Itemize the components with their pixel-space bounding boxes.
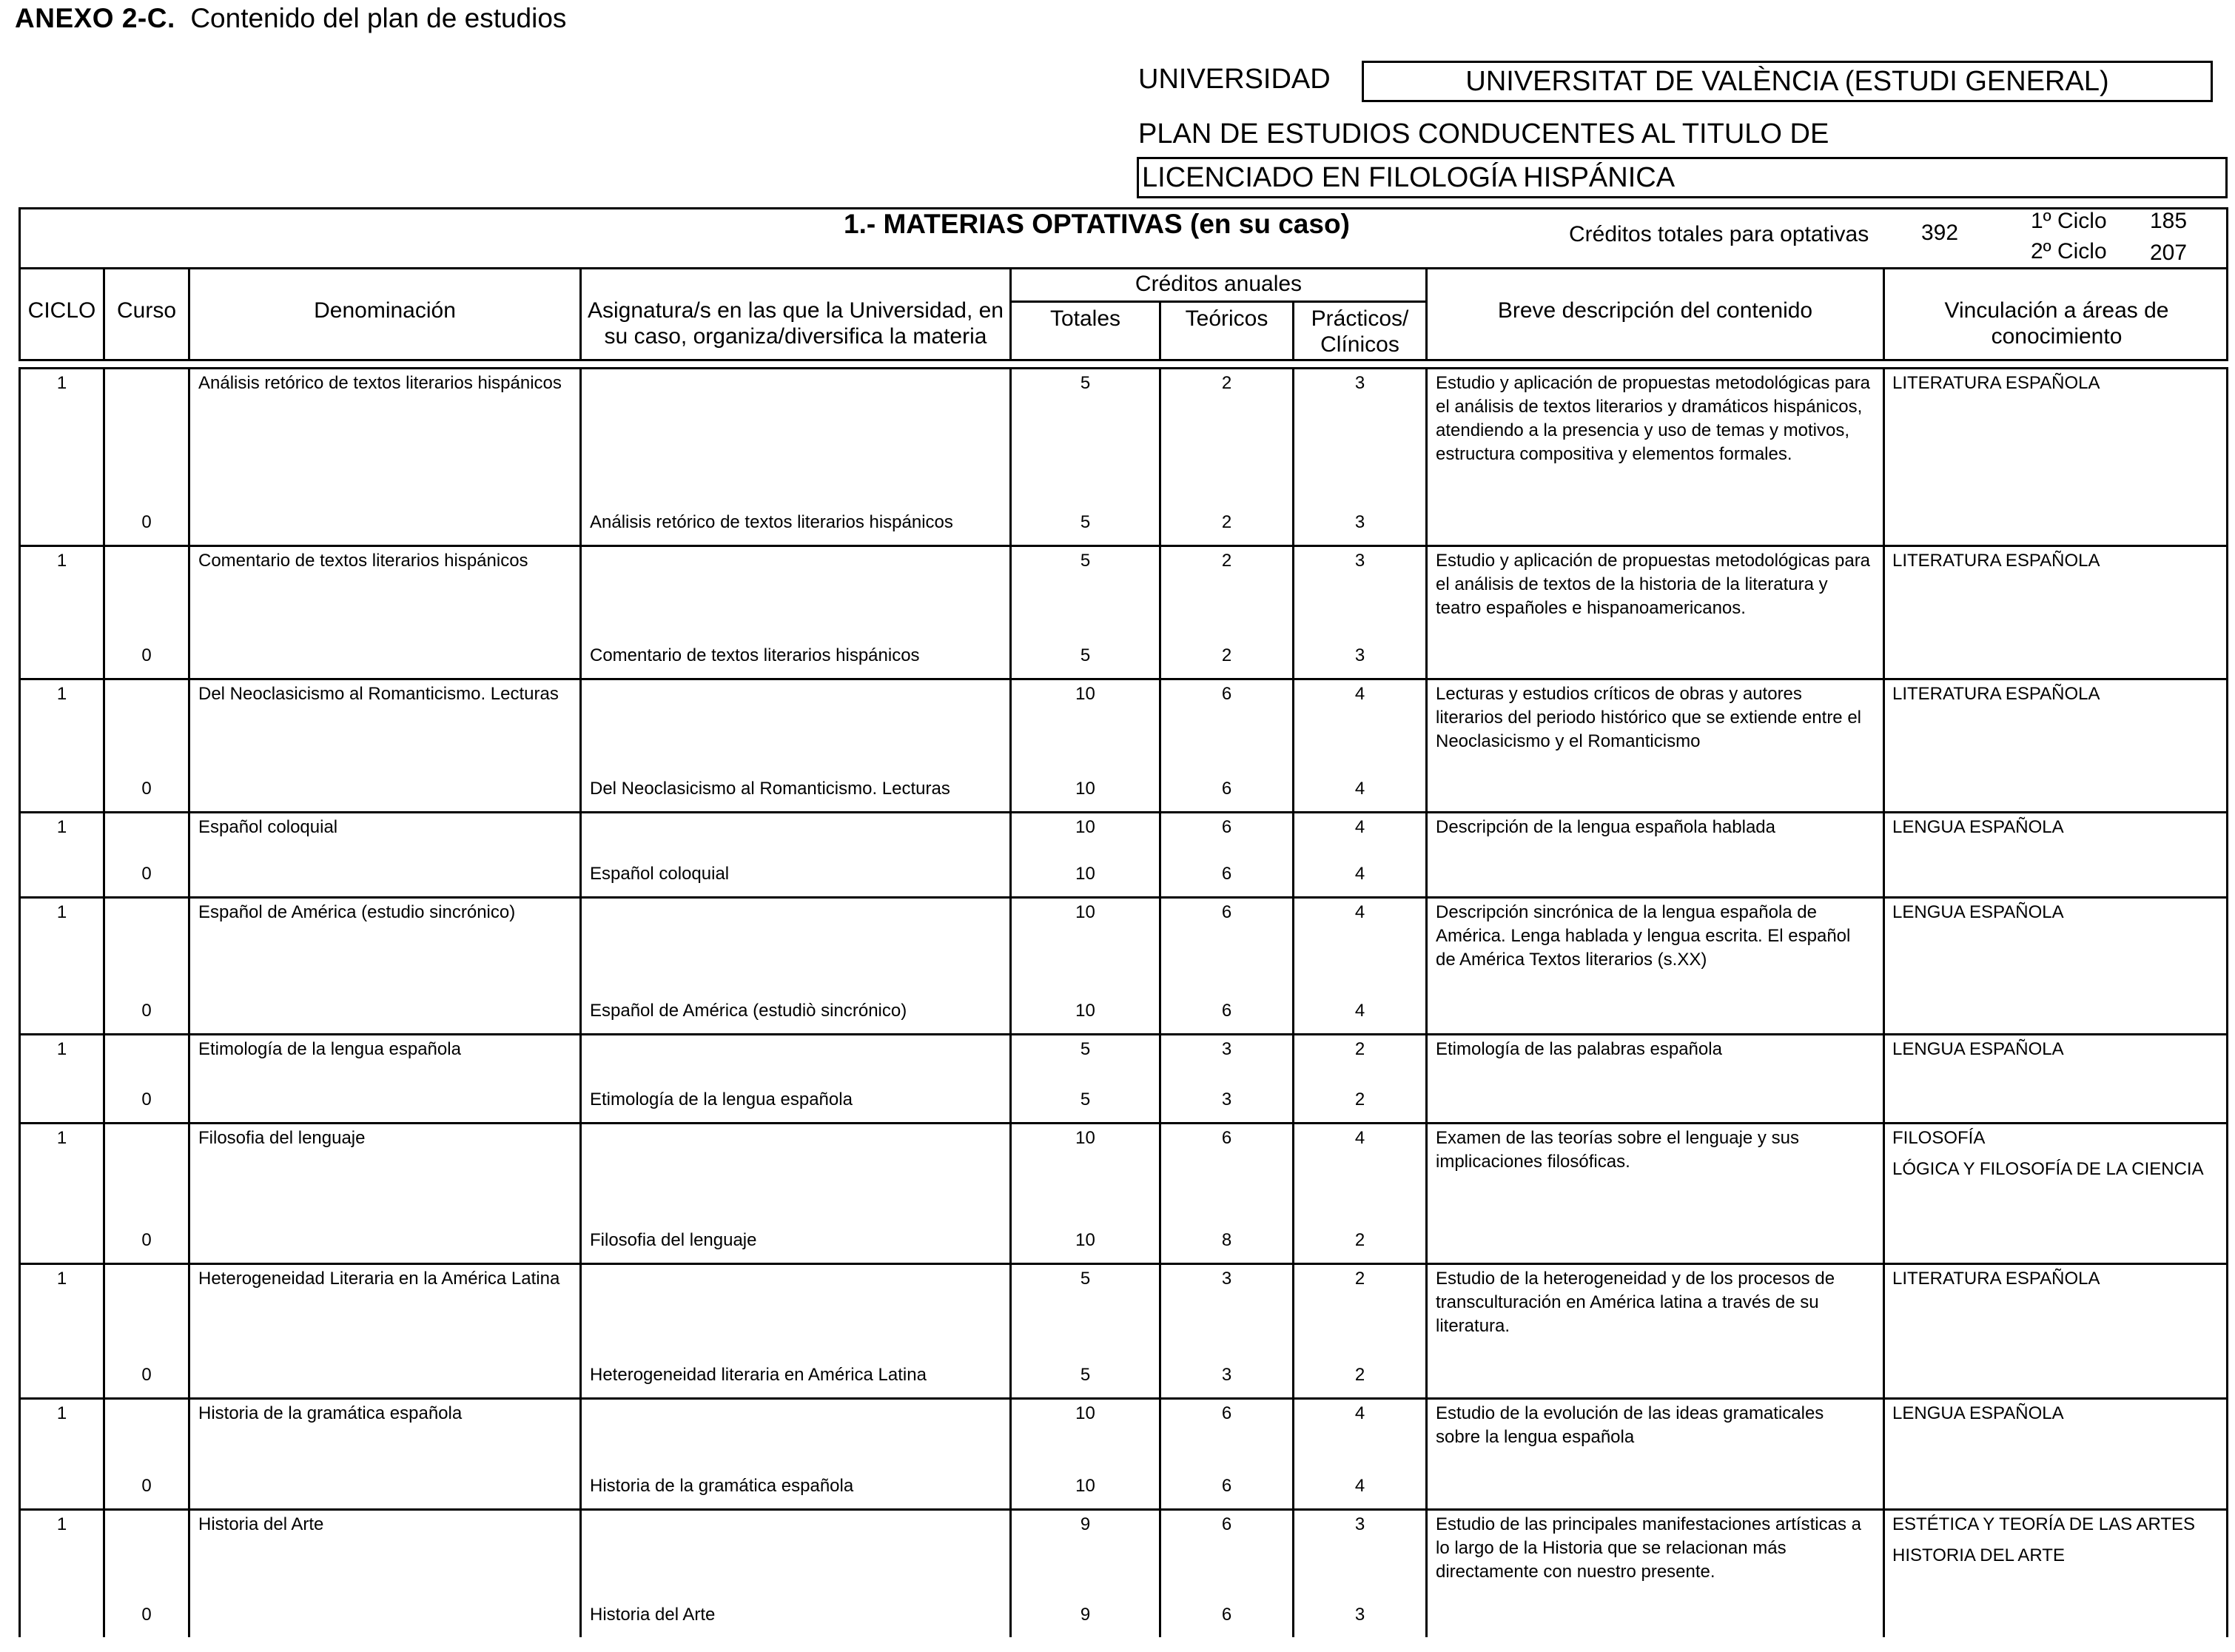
cycle1-value: 185: [2150, 209, 2188, 233]
row-curso: 0: [141, 1089, 152, 1109]
row-sub-practicos: 2: [1354, 1365, 1365, 1385]
row-sub-totales: 5: [1080, 1365, 1091, 1385]
row-sub-teoricos: 6: [1221, 1476, 1232, 1496]
col-header-vinculacion: Vinculación a áreas de conocimiento: [1944, 298, 2169, 349]
row-sub-totales: 10: [1075, 1230, 1095, 1250]
row-separator: [19, 1033, 2228, 1035]
row-ciclo: 1: [56, 373, 67, 393]
row-area: LITERATURA ESPAÑOLA: [1892, 373, 2100, 393]
row-sub-practicos: 4: [1354, 1001, 1365, 1021]
col-header-denominacion: Denominación: [314, 298, 456, 323]
header-divider: [19, 267, 2228, 269]
row-sub-totales: 9: [1080, 1605, 1091, 1625]
credits-header-line: [1009, 300, 1428, 303]
row-totales: 9: [1080, 1514, 1091, 1534]
row-area: LENGUA ESPAÑOLA: [1892, 1403, 2064, 1423]
row-practicos: 3: [1354, 373, 1365, 393]
row-area: LENGUA ESPAÑOLA: [1892, 1039, 2064, 1059]
col-header-teoricos: Teóricos: [1185, 306, 1268, 331]
row-sub-teoricos: 6: [1221, 864, 1232, 884]
row-sub-practicos: 4: [1354, 1476, 1365, 1496]
col-header-totales: Totales: [1049, 306, 1121, 331]
row-curso: 0: [141, 1365, 152, 1385]
row-totales: 10: [1075, 1128, 1095, 1148]
row-practicos: 3: [1354, 1514, 1365, 1534]
row-sub-teoricos: 8: [1221, 1230, 1232, 1250]
row-totales: 10: [1075, 902, 1095, 922]
row-sub-totales: 10: [1075, 779, 1095, 799]
row-practicos: 2: [1354, 1269, 1365, 1289]
annex-code: ANEXO 2-C.: [15, 3, 175, 33]
row-practicos: 2: [1354, 1039, 1365, 1059]
row-denominacion: Español coloquial: [198, 817, 338, 837]
row-sub-teoricos: 6: [1221, 1605, 1232, 1625]
row-teoricos: 6: [1221, 1403, 1232, 1423]
row-asignatura: Heterogeneidad literaria en América Latina: [590, 1365, 927, 1385]
row-sub-totales: 5: [1080, 512, 1091, 532]
row-totales: 5: [1080, 1269, 1091, 1289]
row-practicos: 4: [1354, 684, 1365, 704]
row-totales: 5: [1080, 551, 1091, 571]
annex-heading: [15, 3, 566, 34]
row-ciclo: 1: [56, 1269, 67, 1289]
row-denominacion: Heterogeneidad Literaria en la América Latina: [198, 1269, 560, 1289]
row-denominacion: Del Neoclasicismo al Romanticismo. Lecturas: [198, 684, 559, 704]
row-sub-practicos: 3: [1354, 645, 1365, 665]
row-totales: 10: [1075, 684, 1095, 704]
credits-total-value: 392: [1921, 221, 1959, 245]
row-curso: 0: [141, 645, 152, 665]
cycle2-label: 2º Ciclo: [2031, 239, 2107, 263]
row-separator: [19, 1263, 2228, 1265]
plan-label: PLAN DE ESTUDIOS CONDUCENTES AL TITULO DE: [1138, 118, 1829, 150]
row-denominacion: Análisis retórico de textos literarios hispánicos: [198, 373, 562, 393]
row-sub-totales: 5: [1080, 645, 1091, 665]
row-curso: 0: [141, 512, 152, 532]
row-area: LÓGICA Y FILOSOFÍA DE LA CIENCIA: [1892, 1159, 2204, 1179]
row-asignatura: Historia de la gramática española: [590, 1476, 854, 1496]
degree-title-box: LICENCIADO EN FILOLOGÍA HISPÁNICA: [1137, 157, 2228, 198]
row-sub-teoricos: 3: [1221, 1365, 1232, 1385]
body-col-line: [579, 367, 582, 1637]
row-denominacion: Español de América (estudio sincrónico): [198, 902, 516, 922]
row-sub-teoricos: 2: [1221, 645, 1232, 665]
row-curso: 0: [141, 1476, 152, 1496]
university-name-box: UNIVERSITAT DE VALÈNCIA (ESTUDI GENERAL): [1362, 61, 2213, 102]
row-asignatura: Análisis retórico de textos literarios hispánicos: [590, 512, 953, 532]
row-totales: 5: [1080, 373, 1091, 393]
row-sub-teoricos: 6: [1221, 1001, 1232, 1021]
row-teoricos: 2: [1221, 551, 1232, 571]
row-sub-practicos: 3: [1354, 1605, 1365, 1625]
row-denominacion: Filosofia del lenguaje: [198, 1128, 366, 1148]
row-ciclo: 1: [56, 1039, 67, 1059]
row-asignatura: Comentario de textos literarios hispánicos: [590, 645, 920, 665]
row-teoricos: 6: [1221, 902, 1232, 922]
row-teoricos: 2: [1221, 373, 1232, 393]
cycle2-value: 207: [2150, 241, 2188, 265]
row-asignatura: Español de América (estudiò sincrónico): [590, 1001, 907, 1021]
row-area: LENGUA ESPAÑOLA: [1892, 902, 2064, 922]
row-separator: [19, 678, 2228, 680]
row-totales: 5: [1080, 1039, 1091, 1059]
col-header-asignatura: Asignatura/s en las que la Universidad, en su caso, organiza/diversifica la materia: [587, 298, 1004, 349]
row-asignatura: Historia del Arte: [590, 1605, 716, 1625]
body-col-line: [1883, 367, 1885, 1637]
row-teoricos: 3: [1221, 1039, 1232, 1059]
body-col-line: [1425, 367, 1428, 1637]
row-area: LITERATURA ESPAÑOLA: [1892, 1269, 2100, 1289]
row-descripcion: Estudio de las principales manifestaciones artísticas a lo largo de la Historia que se relacionan más directamente con nuestro presente.: [1436, 1514, 1861, 1582]
row-asignatura: Filosofia del lenguaje: [590, 1230, 757, 1250]
row-sub-teoricos: 2: [1221, 512, 1232, 532]
row-ciclo: 1: [56, 1514, 67, 1534]
body-col-line: [188, 367, 190, 1637]
university-label: UNIVERSIDAD: [1138, 64, 1331, 95]
col-header-descripcion: Breve descripción del contenido: [1497, 298, 1813, 323]
row-area: HISTORIA DEL ARTE: [1892, 1545, 2065, 1565]
row-teoricos: 6: [1221, 684, 1232, 704]
row-descripcion: Estudio de la evolución de las ideas gramaticales sobre la lengua española: [1436, 1403, 1824, 1447]
row-denominacion: Etimología de la lengua española: [198, 1039, 461, 1059]
row-asignatura: Etimología de la lengua española: [590, 1089, 853, 1109]
row-separator: [19, 1508, 2228, 1511]
row-denominacion: Comentario de textos literarios hispánicos: [198, 551, 528, 571]
row-ciclo: 1: [56, 1128, 67, 1148]
row-sub-practicos: 4: [1354, 864, 1365, 884]
row-descripcion: Estudio y aplicación de propuestas metodológicas para el análisis de textos literarios y dramáticos hispánicos, atendiendo a la presencia y uso de temas y motivos, estructura compositiva y elementos formales.: [1436, 373, 1871, 464]
row-totales: 10: [1075, 1403, 1095, 1423]
col-header-creditos: Créditos anuales: [1135, 272, 1303, 296]
row-teoricos: 6: [1221, 1514, 1232, 1534]
row-curso: 0: [141, 779, 152, 799]
row-practicos: 4: [1354, 1128, 1365, 1148]
row-ciclo: 1: [56, 1403, 67, 1423]
row-sub-practicos: 2: [1354, 1230, 1365, 1250]
annex-title: Contenido del plan de estudios: [190, 3, 567, 33]
row-descripcion: Lecturas y estudios críticos de obras y autores literarios del periodo histórico que se extiende entre el Neoclasicismo y el Romanticismo: [1436, 684, 1862, 751]
row-curso: 0: [141, 1001, 152, 1021]
row-ciclo: 1: [56, 684, 67, 704]
row-denominacion: Historia de la gramática española: [198, 1403, 463, 1423]
row-practicos: 4: [1354, 817, 1365, 837]
row-curso: 0: [141, 1605, 152, 1625]
row-descripcion: Estudio de la heterogeneidad y de los procesos de transculturación en América latina a través de su literatura.: [1436, 1269, 1835, 1336]
col-header-practicos: Prácticos/ Clínicos: [1311, 306, 1409, 357]
row-sub-practicos: 3: [1354, 512, 1365, 532]
cycle1-label: 1º Ciclo: [2031, 209, 2107, 233]
row-ciclo: 1: [56, 902, 67, 922]
row-descripcion: Examen de las teorías sobre el lenguaje y sus implicaciones filosóficas.: [1436, 1128, 1799, 1172]
row-sub-totales: 5: [1080, 1089, 1091, 1109]
row-separator: [19, 1397, 2228, 1400]
row-area: FILOSOFÍA: [1892, 1128, 1986, 1148]
row-sub-practicos: 4: [1354, 779, 1365, 799]
row-teoricos: 6: [1221, 817, 1232, 837]
row-ciclo: 1: [56, 817, 67, 837]
row-sub-totales: 10: [1075, 1476, 1095, 1496]
row-area: LITERATURA ESPAÑOLA: [1892, 551, 2100, 571]
row-descripcion: Estudio y aplicación de propuestas metodológicas para el análisis de textos de la historia de la literatura y teatro españoles e hispanoamericanos.: [1436, 551, 1871, 618]
row-teoricos: 3: [1221, 1269, 1232, 1289]
row-descripcion: Etimología de las palabras española: [1436, 1039, 1722, 1059]
credits-total-label: Créditos totales para optativas: [1569, 222, 1869, 246]
row-practicos: 4: [1354, 902, 1365, 922]
row-separator: [19, 545, 2228, 547]
row-curso: 0: [141, 1230, 152, 1250]
row-area: LITERATURA ESPAÑOLA: [1892, 684, 2100, 704]
row-descripcion: Descripción sincrónica de la lengua española de América. Lenga hablada y lengua escrita. El español de América Textos literarios (s.XX): [1436, 902, 1851, 970]
row-ciclo: 1: [56, 551, 67, 571]
row-denominacion: Historia del Arte: [198, 1514, 324, 1534]
row-practicos: 4: [1354, 1403, 1365, 1423]
row-separator: [19, 811, 2228, 813]
col-header-ciclo: CICLO: [27, 298, 96, 323]
row-sub-practicos: 2: [1354, 1089, 1365, 1109]
row-asignatura: Del Neoclasicismo al Romanticismo. Lecturas: [590, 779, 950, 799]
row-totales: 10: [1075, 817, 1095, 837]
row-teoricos: 6: [1221, 1128, 1232, 1148]
row-separator: [19, 896, 2228, 899]
col-header-curso: Curso: [116, 298, 177, 323]
row-separator: [19, 1122, 2228, 1124]
row-area: LENGUA ESPAÑOLA: [1892, 817, 2064, 837]
row-descripcion: Descripción de la lengua española hablada: [1436, 817, 1775, 837]
row-practicos: 3: [1354, 551, 1365, 571]
row-sub-totales: 10: [1075, 1001, 1095, 1021]
section-title: 1.- MATERIAS OPTATIVAS (en su caso): [844, 209, 1350, 239]
row-sub-totales: 10: [1075, 864, 1095, 884]
row-sub-teoricos: 6: [1221, 779, 1232, 799]
row-sub-teoricos: 3: [1221, 1089, 1232, 1109]
row-area: ESTÉTICA Y TEORÍA DE LAS ARTES: [1892, 1514, 2196, 1534]
row-asignatura: Español coloquial: [590, 864, 730, 884]
row-curso: 0: [141, 864, 152, 884]
